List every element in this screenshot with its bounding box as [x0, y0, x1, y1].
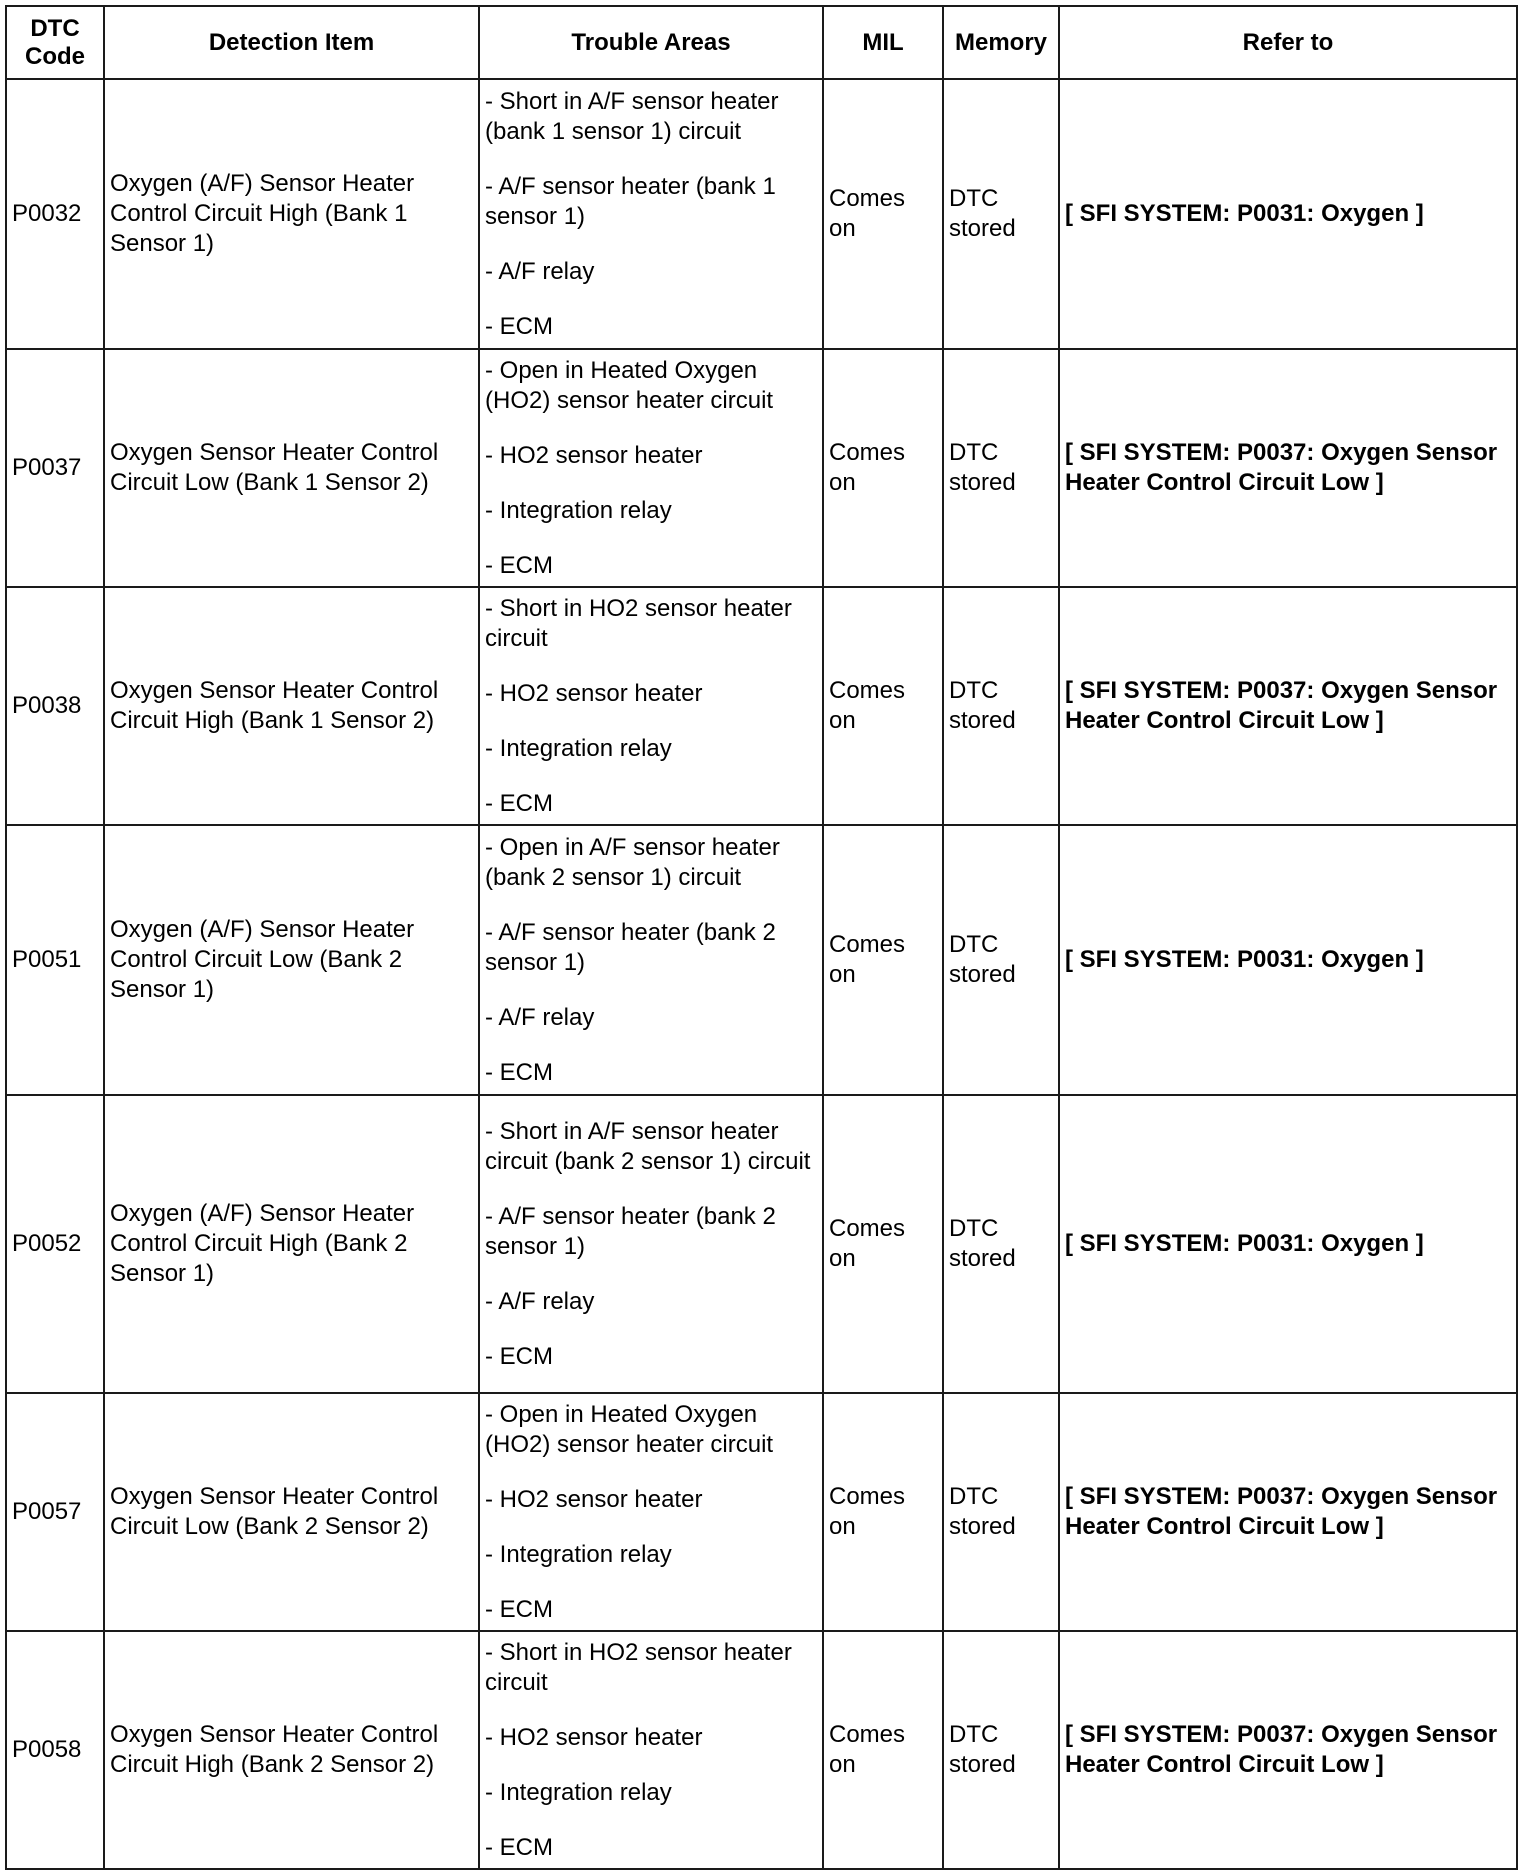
trouble-area-item: - ECM	[485, 789, 553, 817]
trouble-area-item: - Integration relay	[485, 496, 672, 524]
detection-item-cell: Oxygen (A/F) Sensor Heater Control Circuit High (Bank 2 Sensor 1)	[104, 1095, 479, 1393]
memory-cell: DTC stored	[943, 349, 1059, 587]
dtc-code-cell: P0032	[6, 79, 104, 349]
trouble-areas-cell	[479, 1631, 823, 1869]
trouble-area-item: - Open in A/F sensor heater (bank 2 sensor 1) circuit	[485, 833, 780, 891]
mil-cell: Comes on	[823, 1631, 943, 1869]
table-row	[6, 825, 1517, 1095]
trouble-area-item: - ECM	[485, 312, 553, 340]
trouble-areas-cell	[479, 1393, 823, 1631]
trouble-area-item: - ECM	[485, 551, 553, 579]
table-row	[6, 587, 1517, 825]
dtc-code-cell: P0051	[6, 825, 104, 1095]
dtc-table	[5, 5, 1518, 1870]
dtc-code-cell: P0057	[6, 1393, 104, 1631]
trouble-area-item: - A/F relay	[485, 1003, 595, 1031]
trouble-area-item: - ECM	[485, 1342, 553, 1370]
trouble-area-item: - HO2 sensor heater	[485, 679, 703, 707]
header-memory: Memory	[943, 6, 1059, 79]
trouble-area-item: - ECM	[485, 1833, 553, 1861]
mil-cell: Comes on	[823, 1095, 943, 1393]
refer-to-cell: [ SFI SYSTEM: P0037: Oxygen Sensor Heater Control Circuit Low ]	[1059, 1631, 1517, 1869]
memory-cell: DTC stored	[943, 1393, 1059, 1631]
header-detection-item: Detection Item	[104, 6, 479, 79]
trouble-areas-cell	[479, 825, 823, 1095]
header-refer-to: Refer to	[1059, 6, 1517, 79]
trouble-area-item: - Short in HO2 sensor heater circuit	[485, 1638, 792, 1696]
memory-cell: DTC stored	[943, 1095, 1059, 1393]
table-row	[6, 1631, 1517, 1869]
refer-to-cell: [ SFI SYSTEM: P0037: Oxygen Sensor Heater Control Circuit Low ]	[1059, 1393, 1517, 1631]
trouble-area-item: - HO2 sensor heater	[485, 1485, 703, 1513]
mil-cell: Comes on	[823, 349, 943, 587]
mil-cell: Comes on	[823, 1393, 943, 1631]
refer-to-cell: [ SFI SYSTEM: P0031: Oxygen ]	[1059, 79, 1517, 349]
trouble-areas-cell	[479, 349, 823, 587]
trouble-area-item: - Integration relay	[485, 734, 672, 762]
dtc-code-cell: P0052	[6, 1095, 104, 1393]
memory-cell: DTC stored	[943, 587, 1059, 825]
detection-item-cell: Oxygen Sensor Heater Control Circuit High (Bank 2 Sensor 2)	[104, 1631, 479, 1869]
header-dtc-code: DTC Code	[6, 6, 104, 79]
trouble-areas-cell	[479, 1095, 823, 1393]
memory-cell: DTC stored	[943, 79, 1059, 349]
table-row	[6, 79, 1517, 349]
refer-to-cell: [ SFI SYSTEM: P0031: Oxygen ]	[1059, 825, 1517, 1095]
trouble-area-item: - A/F sensor heater (bank 1 sensor 1)	[485, 172, 776, 230]
trouble-area-item: - HO2 sensor heater	[485, 1723, 703, 1751]
detection-item-cell: Oxygen Sensor Heater Control Circuit Low (Bank 1 Sensor 2)	[104, 349, 479, 587]
trouble-areas-cell	[479, 587, 823, 825]
header-trouble-areas: Trouble Areas	[479, 6, 823, 79]
detection-item-cell: Oxygen (A/F) Sensor Heater Control Circuit High (Bank 1 Sensor 1)	[104, 79, 479, 349]
memory-cell: DTC stored	[943, 825, 1059, 1095]
refer-to-cell: [ SFI SYSTEM: P0037: Oxygen Sensor Heater Control Circuit Low ]	[1059, 349, 1517, 587]
table-row	[6, 1095, 1517, 1393]
trouble-area-item: - HO2 sensor heater	[485, 441, 703, 469]
table-row	[6, 1393, 1517, 1631]
mil-cell: Comes on	[823, 587, 943, 825]
trouble-area-item: - Short in A/F sensor heater circuit (bank 2 sensor 1) circuit	[485, 1117, 811, 1175]
mil-cell: Comes on	[823, 825, 943, 1095]
trouble-area-item: - ECM	[485, 1058, 553, 1086]
detection-item-cell: Oxygen Sensor Heater Control Circuit High (Bank 1 Sensor 2)	[104, 587, 479, 825]
trouble-area-item: - Integration relay	[485, 1540, 672, 1568]
header-mil: MIL	[823, 6, 943, 79]
detection-item-cell: Oxygen Sensor Heater Control Circuit Low (Bank 2 Sensor 2)	[104, 1393, 479, 1631]
trouble-areas-cell	[479, 79, 823, 349]
trouble-area-item: - Short in HO2 sensor heater circuit	[485, 594, 792, 652]
trouble-area-item: - A/F relay	[485, 1287, 595, 1315]
trouble-area-item: - Open in Heated Oxygen (HO2) sensor heater circuit	[485, 1400, 774, 1458]
refer-to-cell: [ SFI SYSTEM: P0037: Oxygen Sensor Heater Control Circuit Low ]	[1059, 587, 1517, 825]
trouble-area-item: - A/F sensor heater (bank 2 sensor 1)	[485, 918, 776, 976]
dtc-code-cell: P0058	[6, 1631, 104, 1869]
memory-cell: DTC stored	[943, 1631, 1059, 1869]
refer-to-cell: [ SFI SYSTEM: P0031: Oxygen ]	[1059, 1095, 1517, 1393]
trouble-area-item: - Integration relay	[485, 1778, 672, 1806]
table-row	[6, 349, 1517, 587]
trouble-area-item: - A/F relay	[485, 257, 595, 285]
detection-item-cell: Oxygen (A/F) Sensor Heater Control Circuit Low (Bank 2 Sensor 1)	[104, 825, 479, 1095]
trouble-area-item: - Open in Heated Oxygen (HO2) sensor heater circuit	[485, 356, 774, 414]
mil-cell: Comes on	[823, 79, 943, 349]
trouble-area-item: - Short in A/F sensor heater (bank 1 sensor 1) circuit	[485, 87, 779, 145]
dtc-code-cell: P0038	[6, 587, 104, 825]
trouble-area-item: - A/F sensor heater (bank 2 sensor 1)	[485, 1202, 776, 1260]
trouble-area-item: - ECM	[485, 1595, 553, 1623]
dtc-code-cell: P0037	[6, 349, 104, 587]
table-header-row	[6, 6, 1517, 79]
